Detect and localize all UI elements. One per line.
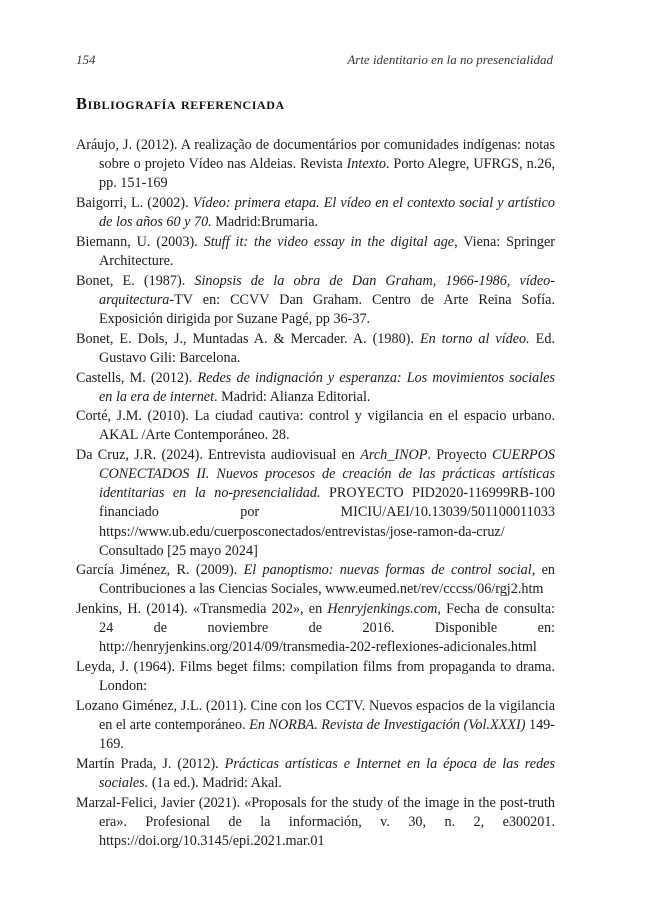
entry-text: Madrid:Brumaria. [211, 213, 319, 230]
italic-text: Redes de indignación y esperanza: Los movimientos sociales en la era de internet [99, 369, 555, 405]
entry-text: Da Cruz, J.R. (2024). Entrevista audiovisual en [76, 447, 361, 464]
entry-text: (1a ed.). Madrid: Akal. [148, 775, 282, 792]
entry-text: Marzal-Felici, Javier (2021). «Proposals for the study of the image in the post-truth era». Profesional de la información, v. 30, n. 2, e300201. https://doi.org/10.3145/epi.2021.mar.01 [76, 794, 555, 850]
bibliography-entry [76, 600, 555, 657]
italic-text: Henryjenkings.com [327, 601, 438, 618]
entry-text: en Contribuciones a las Ciencias Sociales, www.eumed.net/rev/cccss/06/rgj2.htm [99, 562, 555, 598]
entry-text: Ed. Gustavo Gili: Barcelona. [99, 330, 555, 366]
entry-text: , Fecha de consulta: 24 de noviembre de 2016. Disponible en: http://henryjenkins.org/2014/09/transmedia-202-reflexiones-adicionales.html [99, 601, 555, 656]
bibliography-entry [76, 136, 555, 193]
bibliography-entry [76, 446, 555, 560]
bibliography-list [76, 136, 555, 852]
entry-text: -TV en: CCVV Dan Graham. Centro de Arte Reina Sofía. Exposición dirigida por Suzane Pagé, pp 36-37. [99, 291, 555, 327]
entry-text: Bonet, E. (1987). [76, 272, 195, 289]
entry-text: Corté, J.M. (2010). La ciudad cautiva: control y vigilancia en el espacio urbano. AKAL /Arte Contemporáneo. 28. [76, 408, 555, 444]
bibliography-entry [76, 658, 555, 696]
entry-text: Martín Prada, J. (2012). [76, 756, 225, 773]
entry-text: García Jiménez, R. (2009). [76, 562, 244, 579]
italic-text: En torno al vídeo. [419, 330, 530, 347]
bibliography-entry [76, 369, 555, 407]
italic-text: Vídeo: primera etapa. El vídeo en el contexto social y artístico de los años 60 y 70. [99, 194, 555, 230]
entry-text: Bonet, E. Dols, J., Muntadas A. & Mercader. A. (1980). [76, 330, 420, 347]
italic-text: El panoptismo: nuevas formas de control social, [243, 562, 536, 579]
entry-text: Aráujo, J. (2012). A realização de documentários por comunidades indígenas: notas sobre o projeto Vídeo nas Aldeias. Revista [76, 137, 555, 173]
entry-text: PROYECTO PID2020-116999RB-100 financiado por MICIU/AEI/10.13039/501100011033 https://www.ub.edu/cuerposconectados/entrevistas/jose-ramon-da-cruz/ Consultado [25 mayo 2024] [99, 485, 555, 559]
section-heading: Bibliografía referenciada [76, 94, 285, 113]
bibliography-entry [76, 561, 555, 599]
italic-text: En NORBA. Revista de Investigación (Vol.XXXI) [249, 717, 526, 734]
bibliography-entry [76, 407, 555, 445]
bibliography-entry [76, 794, 555, 851]
bibliography-entry [76, 272, 555, 329]
entry-text: Leyda, J. (1964). Films beget films: compilation films from propaganda to drama. London: [76, 659, 555, 695]
italic-text: CUERPOS CONECTADOS II. Nuevos procesos de creación de las prácticas artísticas identitarias en la no-presencialidad. [99, 447, 555, 502]
entry-text: . Proyecto [427, 447, 492, 464]
entry-text: , Viena: Springer Architecture. [99, 233, 555, 269]
bibliography-entry [76, 194, 555, 232]
running-title: Arte identitario en la no presencialidad [347, 52, 553, 67]
bibliography-entry [76, 233, 555, 271]
entry-text: Castells, M. (2012). [76, 369, 198, 386]
bibliography-entry [76, 697, 555, 754]
italic-text: Prácticas artísticas e Internet en la época de las redes sociales. [99, 756, 555, 792]
entry-text: Biemann, U. (2003). [76, 233, 204, 250]
italic-text: Sinopsis de la obra de Dan Graham, 1966-1986, vídeo-arquitectura [99, 272, 555, 308]
italic-text: Stuff it: the video essay in the digital age [203, 233, 455, 250]
entry-text: 149-169. [99, 717, 555, 753]
italic-text: Intexto [346, 156, 386, 173]
entry-text: . Madrid: Alianza Editorial. [214, 388, 371, 405]
page-number: 154 [76, 52, 96, 67]
entry-text: Baigorri, L. (2002). [76, 194, 193, 211]
italic-text: Arch_INOP [360, 447, 428, 464]
entry-text: Lozano Giménez, J.L. (2011). Cine con los CCTV. Nuevos espacios de la vigilancia en el arte contemporáneo. [76, 698, 555, 734]
entry-text: Jenkins, H. (2014). «Transmedia 202», en [76, 601, 328, 618]
entry-text: . Porto Alegre, UFRGS, n.26, pp. 151-169 [99, 156, 556, 192]
bibliography-entry [76, 755, 555, 793]
bibliography-entry [76, 330, 555, 368]
